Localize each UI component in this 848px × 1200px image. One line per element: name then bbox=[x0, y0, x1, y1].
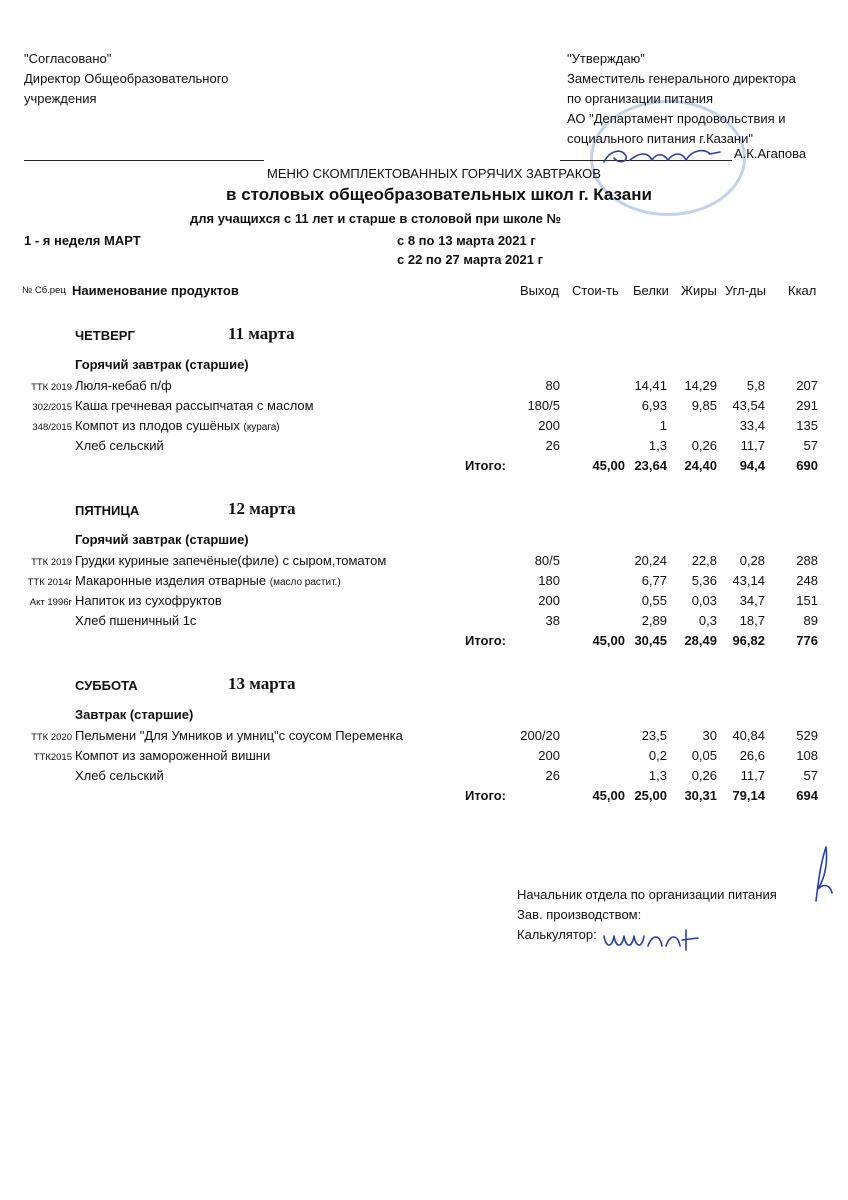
cell-carb: 34,7 bbox=[739, 593, 765, 608]
item-name: Компот из плодов сушёных bbox=[75, 418, 240, 433]
cell-carb: 26,6 bbox=[739, 748, 765, 763]
item-name-cell bbox=[24, 438, 164, 453]
approval-right-line: по организации питания bbox=[567, 91, 714, 106]
col-name: Наименование продуктов bbox=[72, 283, 239, 298]
cell-carb: 5,8 bbox=[746, 378, 765, 393]
item-name: Каша гречневая рассыпчатая с маслом bbox=[75, 398, 314, 413]
day-name: СУББОТА bbox=[75, 678, 138, 693]
table-row bbox=[0, 438, 848, 458]
footer-line: Зав. производством: bbox=[517, 907, 642, 922]
day-section bbox=[0, 497, 848, 653]
cell-out: 180/5 bbox=[527, 398, 560, 413]
cell-fat: 9,85 bbox=[691, 398, 717, 413]
item-note: (курага) bbox=[243, 422, 280, 433]
total-cost: 45,00 bbox=[592, 788, 625, 803]
col-prot: Белки bbox=[633, 283, 669, 298]
cell-prot: 6,93 bbox=[641, 398, 667, 413]
item-name: Макаронные изделия отварные bbox=[75, 573, 267, 588]
cell-kcal: 135 bbox=[796, 418, 818, 433]
cell-prot: 14,41 bbox=[634, 378, 667, 393]
col-code: № Сб.рец bbox=[22, 285, 66, 296]
approval-right-line: Заместитель генерального директора bbox=[567, 71, 796, 86]
approval-right bbox=[567, 49, 796, 149]
cell-out: 80 bbox=[545, 378, 560, 393]
item-name-cell bbox=[24, 748, 270, 763]
cell-carb: 40,84 bbox=[732, 728, 765, 743]
total-kcal: 776 bbox=[796, 633, 818, 648]
total-carb: 96,82 bbox=[732, 633, 765, 648]
approval-right-line: социального питания г.Казани" bbox=[567, 131, 753, 146]
meal-heading bbox=[0, 704, 848, 728]
table-row bbox=[0, 378, 848, 398]
meal-name: Горячий завтрак (старшие) bbox=[75, 357, 249, 372]
recipe-code: 348/2015 bbox=[32, 422, 72, 433]
cell-kcal: 207 bbox=[796, 378, 818, 393]
item-name-cell bbox=[24, 398, 314, 413]
cell-fat: 22,8 bbox=[691, 553, 717, 568]
table-header bbox=[0, 283, 848, 303]
cell-kcal: 89 bbox=[803, 613, 818, 628]
cell-prot: 1 bbox=[659, 418, 667, 433]
table-row bbox=[0, 728, 848, 748]
cell-fat: 0,05 bbox=[691, 748, 717, 763]
col-cost: Стои-ть bbox=[572, 283, 619, 298]
item-name: Компот из замороженной вишни bbox=[75, 748, 271, 763]
total-cost: 45,00 bbox=[592, 633, 625, 648]
cell-carb: 0,28 bbox=[739, 553, 765, 568]
approval-left-line: учреждения bbox=[24, 91, 97, 106]
item-note: (масло растит.) bbox=[269, 577, 341, 588]
table-row bbox=[0, 398, 848, 418]
cell-fat: 5,36 bbox=[691, 573, 717, 588]
cell-prot: 20,24 bbox=[634, 553, 667, 568]
cell-out: 80/5 bbox=[534, 553, 560, 568]
total-label: Итого: bbox=[465, 788, 506, 803]
total-carb: 79,14 bbox=[732, 788, 765, 803]
cell-prot: 0,2 bbox=[648, 748, 667, 763]
footer-line: Начальник отдела по организации питания bbox=[517, 887, 777, 902]
cell-kcal: 108 bbox=[796, 748, 818, 763]
total-prot: 30,45 bbox=[634, 633, 667, 648]
table-row bbox=[0, 748, 848, 768]
day-heading bbox=[0, 672, 848, 704]
signature-line-left bbox=[24, 160, 264, 161]
cell-carb: 43,54 bbox=[732, 398, 765, 413]
total-carb: 94,4 bbox=[739, 458, 765, 473]
total-fat: 24,40 bbox=[684, 458, 717, 473]
approval-right-line: "Утверждаю" bbox=[567, 51, 645, 66]
cell-kcal: 288 bbox=[796, 553, 818, 568]
footer-line: Калькулятор: bbox=[517, 927, 597, 942]
item-name: Хлеб пшеничный 1с bbox=[75, 613, 197, 628]
total-label: Итого: bbox=[465, 458, 506, 473]
cell-carb: 11,7 bbox=[740, 438, 765, 453]
total-fat: 28,49 bbox=[684, 633, 717, 648]
table-row bbox=[0, 768, 848, 788]
cell-out: 26 bbox=[545, 438, 560, 453]
cell-fat: 0,3 bbox=[698, 613, 717, 628]
total-prot: 25,00 bbox=[634, 788, 667, 803]
item-name: Хлеб сельский bbox=[75, 768, 164, 783]
cell-prot: 1,3 bbox=[648, 438, 667, 453]
item-name: Пельмени "Для Умников и умниц"с соусом Переменка bbox=[75, 728, 403, 743]
signature-calculator bbox=[602, 928, 702, 954]
total-prot: 23,64 bbox=[634, 458, 667, 473]
meal-heading bbox=[0, 354, 848, 378]
approval-right-line: АО "Департамент продовольствия и bbox=[567, 111, 786, 126]
period-2: с 22 по 27 марта 2021 г bbox=[397, 252, 543, 267]
day-date: 13 марта bbox=[228, 674, 296, 693]
col-fat: Жиры bbox=[681, 283, 717, 298]
day-name: ПЯТНИЦА bbox=[75, 503, 140, 518]
total-row bbox=[0, 788, 848, 808]
item-name: Напиток из сухофруктов bbox=[75, 593, 222, 608]
approval-left bbox=[24, 49, 228, 109]
item-name-cell bbox=[24, 728, 403, 743]
approval-left-line: "Согласовано" bbox=[24, 51, 112, 66]
recipe-code: Акт 1996г bbox=[29, 597, 72, 608]
cell-prot: 1,3 bbox=[648, 768, 667, 783]
col-carb: Угл-ды bbox=[725, 283, 766, 298]
item-name-cell bbox=[24, 593, 222, 608]
item-name: Люля-кебаб п/ф bbox=[75, 378, 172, 393]
total-label: Итого: bbox=[465, 633, 506, 648]
item-name: Хлеб сельский bbox=[75, 438, 164, 453]
item-name: Грудки куриные запечёные(филе) с сыром,томатом bbox=[75, 553, 387, 568]
cell-out: 180 bbox=[538, 573, 560, 588]
recipe-code: ТТК 2019 bbox=[31, 557, 72, 568]
day-date: 12 марта bbox=[228, 499, 296, 518]
total-row bbox=[0, 633, 848, 653]
cell-kcal: 248 bbox=[796, 573, 818, 588]
cell-prot: 2,89 bbox=[641, 613, 667, 628]
cell-kcal: 57 bbox=[803, 768, 818, 783]
item-name-cell bbox=[24, 378, 172, 393]
cell-prot: 23,5 bbox=[641, 728, 667, 743]
recipe-code: ТТК2015 bbox=[33, 752, 72, 763]
col-out: Выход bbox=[520, 283, 559, 298]
cell-out: 26 bbox=[545, 768, 560, 783]
title-line-1: МЕНЮ СКОМПЛЕКТОВАННЫХ ГОРЯЧИХ ЗАВТРАКОВ bbox=[267, 166, 601, 181]
cell-kcal: 151 bbox=[796, 593, 818, 608]
day-name: ЧЕТВЕРГ bbox=[75, 328, 135, 343]
meal-heading bbox=[0, 529, 848, 553]
total-kcal: 690 bbox=[796, 458, 818, 473]
item-name-cell bbox=[24, 768, 164, 783]
cell-out: 200/20 bbox=[520, 728, 560, 743]
cell-carb: 18,7 bbox=[739, 613, 765, 628]
cell-fat: 0,03 bbox=[691, 593, 717, 608]
recipe-code: ТТК 2019 bbox=[31, 382, 72, 393]
recipe-code: 302/2015 bbox=[32, 402, 72, 413]
cell-fat: 30 bbox=[702, 728, 717, 743]
approval-left-line: Директор Общеобразовательного bbox=[24, 71, 229, 86]
cell-out: 200 bbox=[538, 593, 560, 608]
signature-chief bbox=[812, 845, 836, 905]
cell-kcal: 529 bbox=[796, 728, 818, 743]
cell-prot: 0,55 bbox=[641, 593, 667, 608]
recipe-code: ТТК 2020 bbox=[31, 732, 72, 743]
day-section bbox=[0, 672, 848, 808]
period-1: с 8 по 13 марта 2021 г bbox=[397, 233, 536, 248]
total-fat: 30,31 bbox=[684, 788, 717, 803]
item-name-cell bbox=[24, 573, 341, 588]
cell-carb: 43,14 bbox=[732, 573, 765, 588]
title-line-3: для учащихся с 11 лет и старше в столовой при школе № bbox=[190, 211, 562, 226]
col-kcal: Ккал bbox=[788, 283, 817, 298]
cell-out: 38 bbox=[545, 613, 560, 628]
total-kcal: 694 bbox=[796, 788, 818, 803]
item-name-cell bbox=[24, 418, 280, 433]
table-row bbox=[0, 573, 848, 593]
cell-fat: 14,29 bbox=[684, 378, 717, 393]
cell-fat: 0,26 bbox=[691, 768, 717, 783]
signature-right bbox=[600, 146, 725, 168]
cell-prot: 6,77 bbox=[641, 573, 667, 588]
cell-carb: 33,4 bbox=[739, 418, 765, 433]
item-name-cell bbox=[24, 613, 196, 628]
total-cost: 45,00 bbox=[592, 458, 625, 473]
table-row bbox=[0, 418, 848, 438]
total-row bbox=[0, 458, 848, 478]
day-section bbox=[0, 322, 848, 478]
week-label: 1 - я неделя МАРТ bbox=[24, 233, 141, 248]
cell-kcal: 57 bbox=[803, 438, 818, 453]
title-line-2: в столовых общеобразовательных школ г. Казани bbox=[226, 185, 652, 204]
table-row bbox=[0, 553, 848, 573]
table-row bbox=[0, 593, 848, 613]
day-heading bbox=[0, 322, 848, 354]
recipe-code: ТТК 2014г bbox=[27, 577, 72, 588]
day-heading bbox=[0, 497, 848, 529]
table-row bbox=[0, 613, 848, 633]
cell-kcal: 291 bbox=[796, 398, 818, 413]
meal-name: Горячий завтрак (старшие) bbox=[75, 532, 249, 547]
cell-out: 200 bbox=[538, 748, 560, 763]
cell-out: 200 bbox=[538, 418, 560, 433]
meal-name: Завтрак (старшие) bbox=[75, 707, 194, 722]
day-date: 11 марта bbox=[228, 324, 295, 343]
cell-fat: 0,26 bbox=[691, 438, 717, 453]
item-name-cell bbox=[24, 553, 386, 568]
cell-carb: 11,7 bbox=[740, 768, 765, 783]
signer-name: А.К.Агапова bbox=[734, 146, 807, 161]
